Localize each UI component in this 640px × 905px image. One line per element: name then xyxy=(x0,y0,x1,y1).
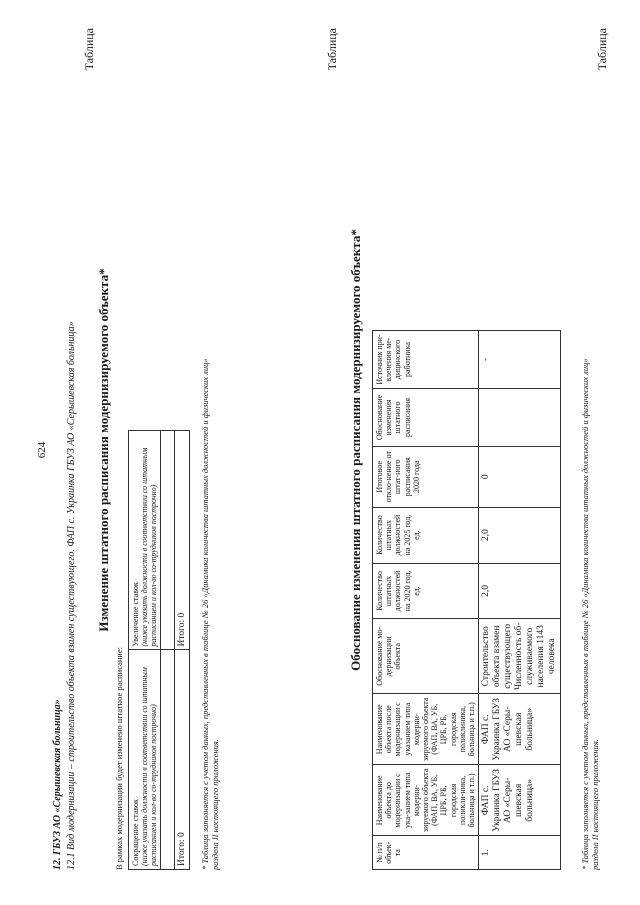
cell-before: ФАП с. Украинка ГБУЗ АО «Серы-шевская больница» xyxy=(479,765,560,836)
col-after: Наименование объекта после модернизации с указанием типа модерни-зируемого объекта (ФАП, ВА, УБ, ЦРБ, РБ, городская поликлиника, больница и т.п.) xyxy=(373,694,479,765)
increase-label: Увеличение ставок xyxy=(131,582,140,647)
cell-justification xyxy=(479,389,560,447)
reduction-header xyxy=(129,650,161,870)
reduction-label: Сокращение ставок xyxy=(131,799,140,866)
col-staff-2025: Количество штатных должностей на 2025 год, ед. xyxy=(373,507,479,563)
cell-after: ФАП с. Украинка ГБУЗ АО «Серы-шевская больница» xyxy=(479,694,560,765)
table1-label: Таблица xyxy=(82,28,96,71)
cell-reason: Строительство объекта взамен существующего Численность об-служиваемого населения 1143 человека xyxy=(479,619,560,694)
col-number: № п/п объек-та xyxy=(373,836,479,870)
cell-staff-2025: 2,0 xyxy=(479,507,560,563)
total-right: Итого: 0 xyxy=(175,431,190,651)
col-source: Источник при-влечения ме-дицинского работника xyxy=(373,331,479,389)
total-left: Итого: 0 xyxy=(175,650,190,870)
table-row xyxy=(129,431,161,870)
cell-number: 1. xyxy=(479,836,560,870)
table-header-row xyxy=(373,331,479,870)
subsection-heading: 12.1 Вид модернизации – строительство объекта взамен существующего. ФАП с. Украинка ГБУЗ АО «Серышевская больница» xyxy=(66,321,77,870)
table1-title: Изменение штатного расписания модернизируемого объекта* xyxy=(96,268,111,632)
page-number: 624 xyxy=(36,441,48,459)
justification-table xyxy=(372,330,561,870)
table2-title: Обоснование изменения штатного расписания модернизируемого объекта* xyxy=(348,229,363,671)
table-row xyxy=(161,431,175,870)
rotated-content xyxy=(30,20,610,880)
table-row xyxy=(175,431,190,870)
increase-header xyxy=(129,431,161,651)
col-reason: Обоснование мо-дернизации объекта xyxy=(373,619,479,694)
table1-intro: В рамках модернизации будет изменено штатное расписание: xyxy=(114,646,124,870)
table2-footnote: * Таблица заполняется с учетом данных, представленных в таблице № 26 «Динамика количества штатных должностей и физических лиц» раздела II настоящего приложения. xyxy=(580,358,600,870)
section-heading: 12. ГБУЗ АО «Серышевская больница» xyxy=(52,699,63,870)
col-deviation: Итоговое откло-нение от штат-ного расписания 2020 года xyxy=(373,446,479,507)
reduction-hint: (ниже указать должности в соответствии со штатным расписанием и кол-во со-трудников построчно) xyxy=(140,667,158,866)
increase-hint: (ниже указать должности в соответствии со штатным расписанием и кол-во со-трудников построчно) xyxy=(140,447,158,647)
cell-deviation: 0 xyxy=(479,446,560,507)
cell-source: - xyxy=(479,331,560,389)
table3-label: Таблица xyxy=(595,28,609,71)
staff-change-table xyxy=(128,430,190,870)
table1-footnote: * Таблица заполняется с учетом данных, представленных в таблице № 26 «Динамика количества штатных должностей и физических лиц» раздела II настоящего приложения. xyxy=(200,358,220,870)
col-before: Наименование объекта до модернизации с ука-занием типа модерни-зируемого объекта (ФАП, ВА, УБ, ЦРБ, РБ, городская поликли-ника, больница и т.п.) xyxy=(373,765,479,836)
cell-staff-2020: 2,0 xyxy=(479,563,560,619)
col-justification: Обоснование изменения штатного расписания xyxy=(373,389,479,447)
table2-label: Таблица xyxy=(325,28,339,71)
table-row xyxy=(479,331,560,870)
col-staff-2020: Количество штатных должностей на 2020 год, ед. xyxy=(373,563,479,619)
